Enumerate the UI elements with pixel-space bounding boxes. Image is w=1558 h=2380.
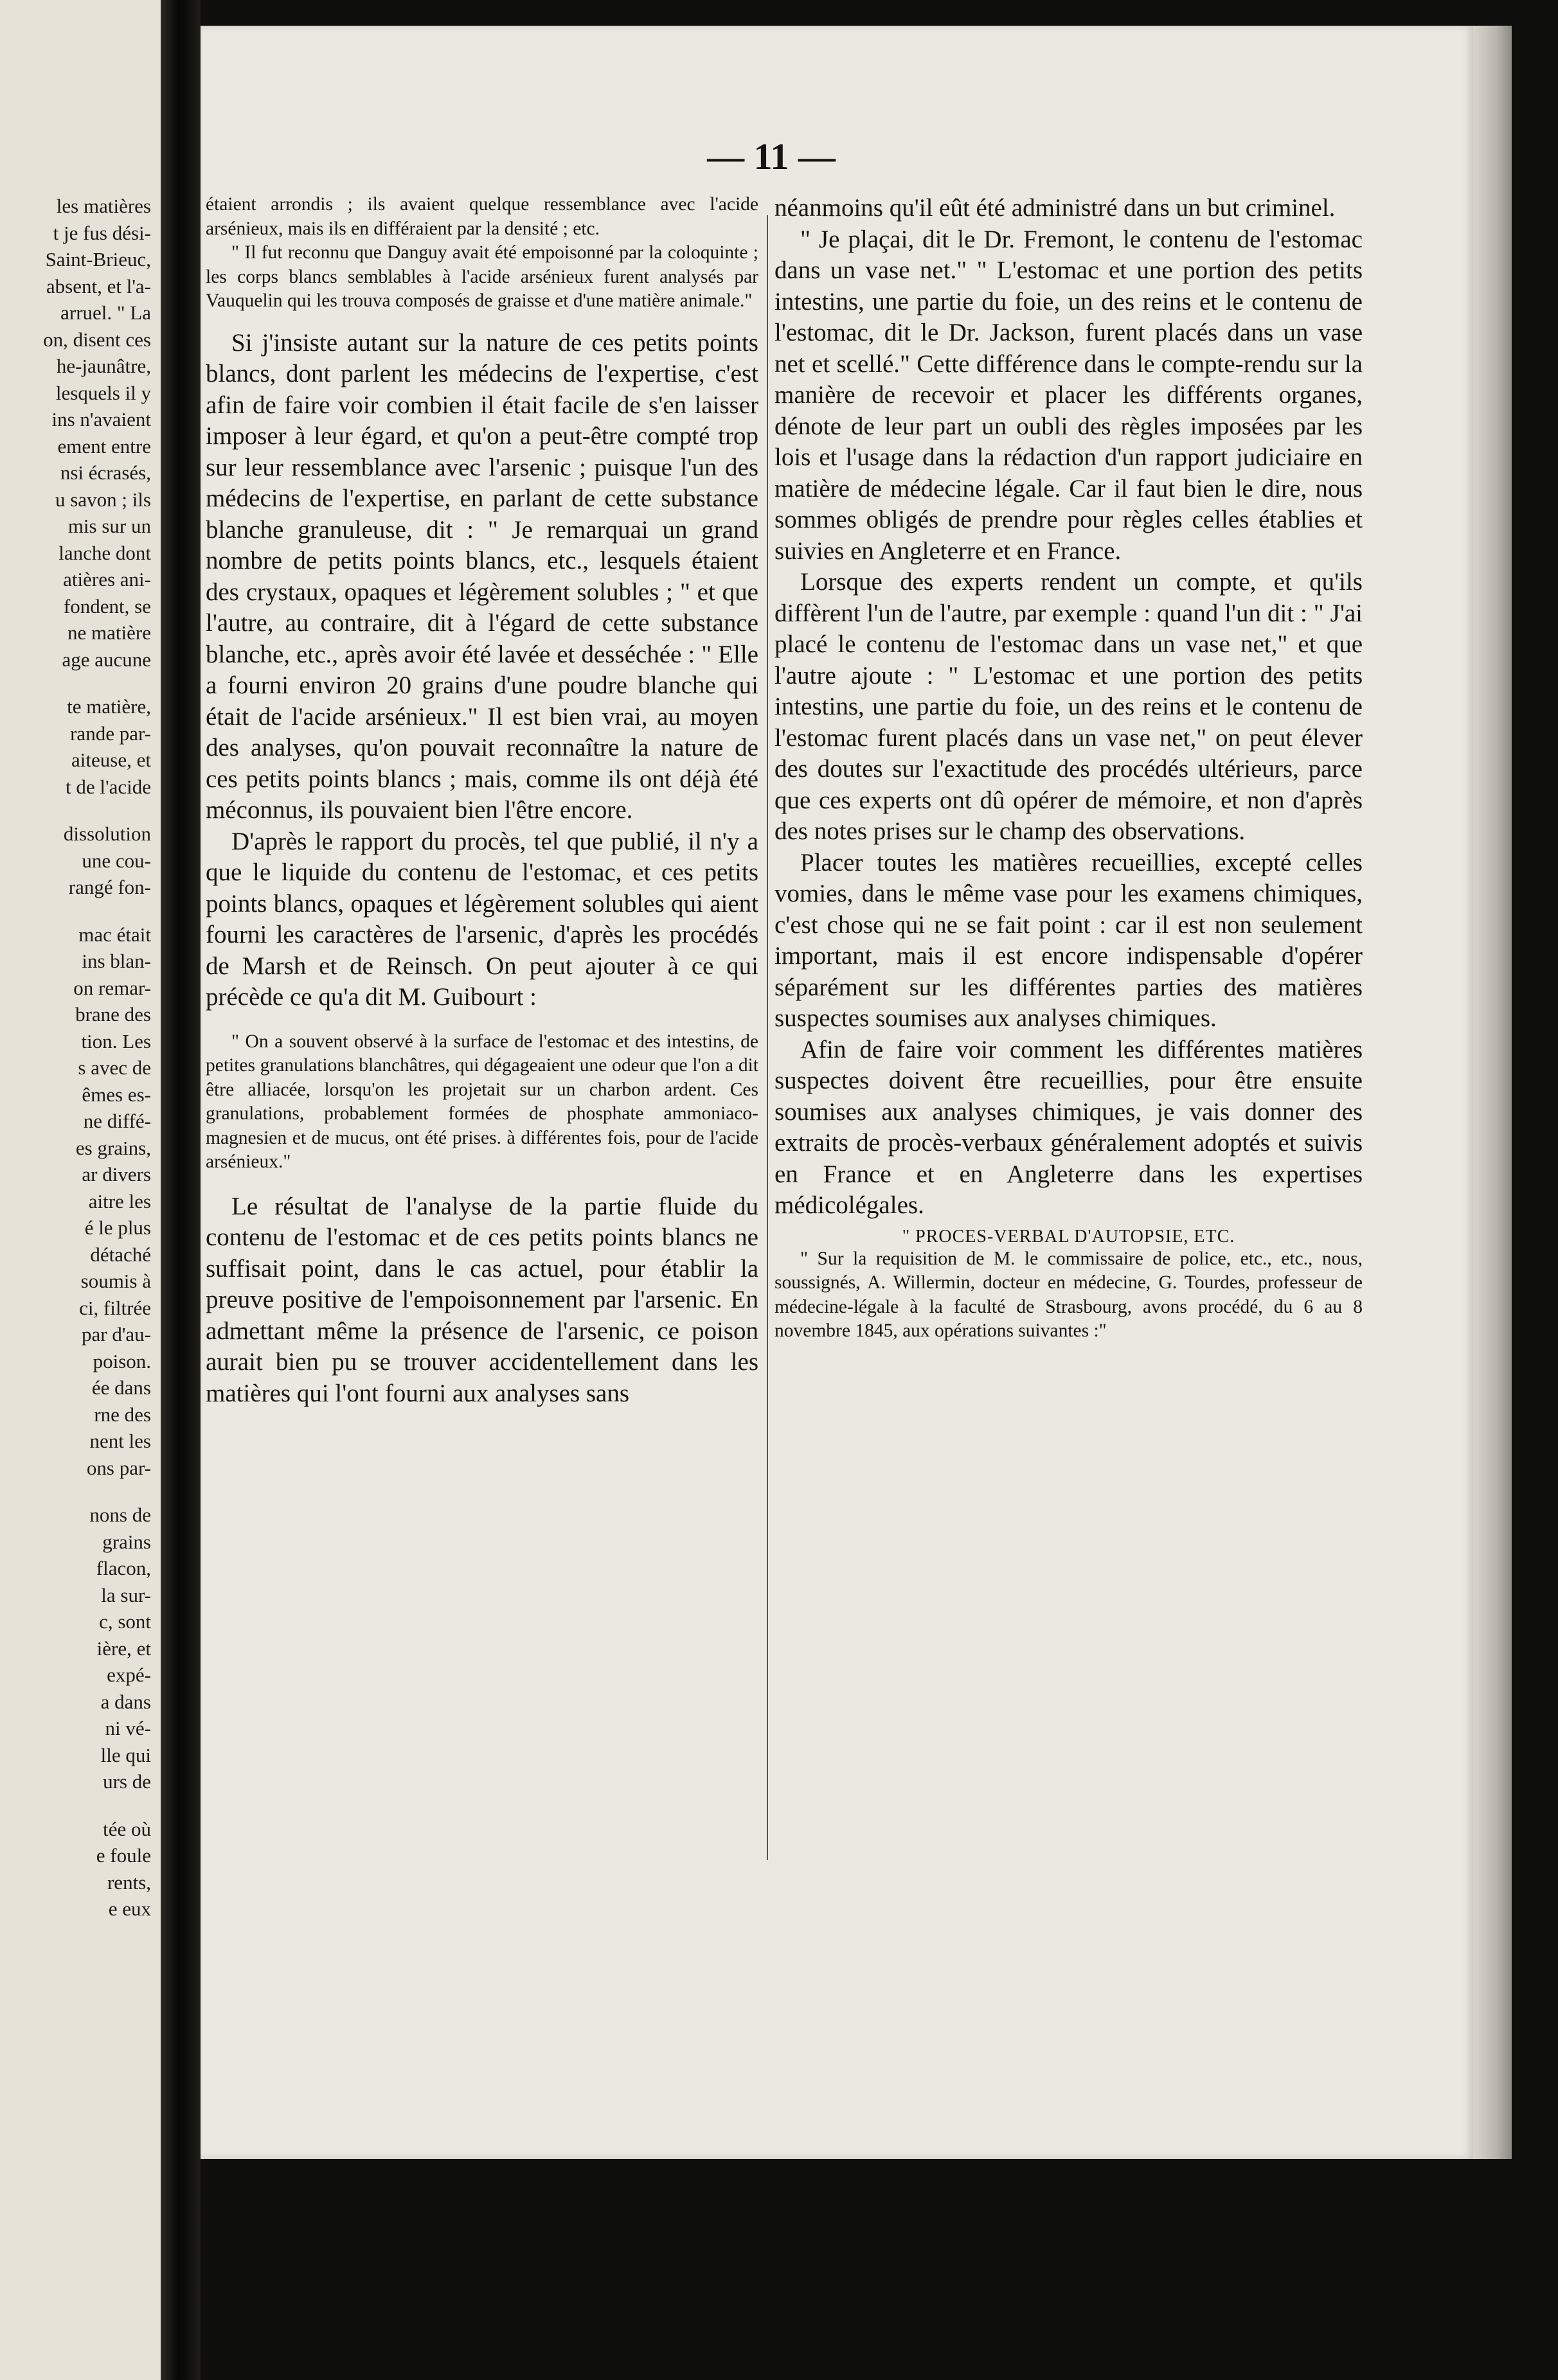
facing-page-line: tée où xyxy=(103,1817,151,1840)
paragraph: Placer toutes les matières recueillies, excepté celles vomies, dans le même vase pour les examens chimiques, c'est chose qui ne se fait point : car il est non seulement important, mais il est encore indispensable d'opérer séparément sur les différentes parties des matières suspectes soumises aux analyses chimiques. xyxy=(775,848,1363,1032)
facing-page-line: dissolution xyxy=(63,822,151,845)
facing-page-line: Saint-Brieuc, xyxy=(45,248,151,271)
section-heading: " PROCES-VERBAL D'AUTOPSIE, ETC. xyxy=(902,1226,1235,1247)
facing-page-line: ar divers xyxy=(82,1163,151,1186)
facing-page-line: aitre les xyxy=(88,1189,151,1212)
facing-page-line: lle qui xyxy=(100,1743,151,1766)
facing-page-line: é le plus xyxy=(84,1216,151,1239)
facing-page-line: on, disent ces xyxy=(43,328,151,351)
facing-page-line: es grains, xyxy=(75,1136,151,1159)
facing-page-line: mis sur un xyxy=(67,515,151,537)
facing-page-line: poison. xyxy=(93,1349,151,1372)
facing-page-line: rande par- xyxy=(70,722,151,745)
facing-page-line: soumis à xyxy=(80,1270,151,1292)
facing-page-line: c, sont xyxy=(99,1610,151,1633)
facing-page-line: atières ani- xyxy=(63,568,151,591)
column-divider xyxy=(767,215,768,1860)
quote-paragraph: " Sur la requisition de M. le commissaire de police, etc., etc., nous, soussignés, A. Willermin, docteur en médecine, G. Tourdes, professeur de médecine-légale à la faculté de Strasbourg, avons procédé, du 6 au 8 novembre 1845, aux opérations suivantes :" xyxy=(775,1248,1363,1341)
page-edge xyxy=(1473,26,1512,2159)
facing-page-line xyxy=(0,800,151,821)
facing-page-line: age aucune xyxy=(62,648,151,671)
book-gutter xyxy=(161,0,201,2380)
paragraph: D'après le rapport du procès, tel que publié, il n'y a que le liquide du contenu de l'estomac, et ces petits points blancs, opaques et légèrement solubles qui aient fourni les caractères de l'arsenic, d'après les procédés de Marsh et de Reinsch. On peut ajouter à ce qui précède ce qu'a dit M. Guibourt : xyxy=(206,827,758,1011)
facing-page-line: nent les xyxy=(89,1430,151,1452)
final-quote xyxy=(775,1247,1363,1344)
paragraph: Lorsque des experts rendent un compte, et qu'ils diffèrent l'un de l'autre, par exemple : quand l'un dit : " J'ai placé le contenu de l'estomac dans un vase net," et que l'autre ajoute : " L'estomac et une portion des petits intestins, une partie du foie, un des reins et le contenu de l'estomac furent placés dans un vase net," on peut élever des doutes sur l'exactitude des procédés ultérieurs, parce que ces experts ont dû opérer de mémoire, et non d'après des notes prises sur le champ des observations. xyxy=(775,568,1363,845)
facing-page-line: on remar- xyxy=(73,976,151,999)
top-quote xyxy=(206,193,758,314)
facing-page-line: une cou- xyxy=(82,849,151,872)
facing-page-line: ière, et xyxy=(96,1637,151,1660)
facing-page-line: ne diffé- xyxy=(83,1110,151,1132)
facing-page-line: mac était xyxy=(78,923,151,946)
facing-page-line: a dans xyxy=(100,1690,151,1713)
facing-page-line: brane des xyxy=(75,1003,151,1026)
quote-paragraph: étaient arrondis ; ils avaient quelque ressemblance avec l'acide arsénieux, mais ils en différaient par la densité ; etc. xyxy=(206,194,758,239)
facing-page-line: s avec de xyxy=(78,1056,151,1079)
facing-page-line: t de l'acide xyxy=(66,775,151,798)
page-number: — 11 — xyxy=(707,136,836,177)
facing-page-line: urs de xyxy=(103,1770,151,1793)
paragraph: Afin de faire voir comment les différentes matières suspectes doivent être recueillies, pour être ensuite soumises aux analyses chimiques, je vais donner des extraits de procès-verbaux généralement adoptés et suivis en France et en Angleterre dans les expertises médicolégales. xyxy=(775,1035,1363,1219)
facing-page-line: rents, xyxy=(107,1870,151,1894)
facing-page-line: ons par- xyxy=(86,1456,151,1479)
facing-page-line: ée dans xyxy=(91,1376,151,1399)
facing-page xyxy=(0,0,161,2380)
facing-page-line: êmes es- xyxy=(82,1083,151,1106)
facing-page-line: par d'au- xyxy=(81,1323,151,1345)
facing-page-line: ne matière xyxy=(67,621,151,644)
facing-page-line: t je fus dési- xyxy=(53,221,151,244)
facing-page-line: ins n'avaient xyxy=(51,408,151,431)
facing-page-line: lanche dont xyxy=(58,541,151,564)
facing-page-line: les matières xyxy=(56,195,151,217)
facing-page-line: e eux xyxy=(108,1897,151,1920)
guibourt-quote xyxy=(206,1030,758,1175)
facing-page-line: ins blan- xyxy=(82,950,151,972)
facing-page-line: e foule xyxy=(96,1844,151,1867)
facing-page-line: détaché xyxy=(90,1243,151,1266)
facing-page-line: u savon ; ils xyxy=(55,488,151,511)
facing-page-line: aiteuse, et xyxy=(71,749,151,771)
quote-paragraph: " Il fut reconnu que Danguy avait été empoisonné par la coloquinte ; les corps blancs semblables à l'acide arsénieux furent analysés par Vauquelin qui les trouva composés de graisse et d'une matière animale." xyxy=(206,242,758,311)
facing-page-line: te matière, xyxy=(67,695,151,718)
quote-paragraph: " On a souvent observé à la surface de l'estomac et des intestins, de petites granulations blanchâtres, qui dégageaient une odeur que l'on a dit être alliacée, lorsqu'on les projetait sur un charbon ardent. Ces granulations, probablement formées de phosphate ammoniaco-magnesien et de mucus, ont été prises. à différentes fois, pour de l'acide arsénieux." xyxy=(206,1031,758,1172)
facing-page-line: rangé fon- xyxy=(68,876,151,898)
body-text xyxy=(206,328,758,1013)
paragraph: " Je plaçai, dit le Dr. Fremont, le contenu de l'estomac dans un vase net." " L'estomac et une portion des petits intestins, une partie du foie, un des reins et le contenu de l'estomac, dit le Dr. Jackson, furent placés dans un vase net et scellé." Cette différence dans le compte-rendu sur la manière de recevoir et placer les différents organes, dénote de leur part un oubli des règles imposées par les lois et l'usage dans la rédaction d'un rapport judiciaire en matière de médecine légale. Car il faut bien le dire, nous sommes obligés de prendre pour règles celles établies et suivies en Angleterre et en France. xyxy=(775,225,1363,565)
body-text xyxy=(775,193,1363,1221)
facing-page-text xyxy=(0,193,151,1923)
facing-page-line: nons de xyxy=(89,1504,151,1526)
facing-page-line: he-jaunâtre, xyxy=(56,355,151,377)
facing-page-line: ement entre xyxy=(57,434,151,457)
paragraph: Si j'insiste autant sur la nature de ces petits points blancs, dont parlent les médecins de l'expertise, c'est afin de faire voir combien il était facile de s'en laisser imposer à leur égard, et qu'on a peut-être compté trop sur leur ressemblance avec l'arsenic ; puisque l'un des médecins de l'expertise, en parlant de cette substance blanche granuleuse, dit : " Je remarquai un grand nombre de petits points blancs, etc., lesquels étaient des crystaux, opaques et légèrement solubles ; " et que l'autre, au contraire, dit à l'égard de cette substance blanche, etc., après avoir été lavée et desséchée : " Elle a fourni environ 20 grains d'une poudre blanche qui était de l'acide arsénieux." Il est bien vrai, au moyen des analyses, qu'on pouvait reconnaître la nature de ces petits points blancs ; mais, comme ils ont déjà été méconnus, ils pouvaient bien l'être encore. xyxy=(206,328,758,824)
paragraph: Le résultat de l'analyse de la partie fluide du contenu de l'estomac et de ces petits points blancs ne suffisait point, dans le cas actuel, pour établir la preuve positive de l'empoisonnement par l'arsenic. En admettant même la présence de l'arsenic, ce poison aurait bien pu se trouver accidentellement dans les matières qui l'ont fourni aux analyses sans xyxy=(206,1192,758,1407)
facing-page-line: flacon, xyxy=(96,1557,151,1579)
facing-page-line: nsi écrasés, xyxy=(60,461,151,484)
facing-page-line: rne des xyxy=(94,1403,151,1426)
facing-page-line: absent, et l'a- xyxy=(46,274,151,298)
facing-page-line xyxy=(0,901,151,921)
facing-page-line: ci, filtrée xyxy=(79,1296,151,1319)
facing-page-line: arruel. " La xyxy=(60,301,151,324)
facing-page-line xyxy=(0,1481,151,1502)
facing-page-line xyxy=(0,673,151,693)
facing-page-line: expé- xyxy=(107,1664,151,1686)
facing-page-line xyxy=(0,1795,151,1816)
paragraph: néanmoins qu'il eût été administré dans un but criminel. xyxy=(775,194,1336,222)
facing-page-line: grains xyxy=(102,1530,151,1553)
facing-page-line: fondent, se xyxy=(63,594,151,617)
facing-page-line: tion. Les xyxy=(81,1029,151,1052)
body-text xyxy=(206,1191,758,1410)
left-column xyxy=(206,193,758,1409)
right-column xyxy=(775,193,1363,1344)
facing-page-line: la sur- xyxy=(101,1583,151,1606)
facing-page-line: ni vé- xyxy=(105,1717,151,1739)
facing-page-line: lesquels il y xyxy=(55,381,151,404)
